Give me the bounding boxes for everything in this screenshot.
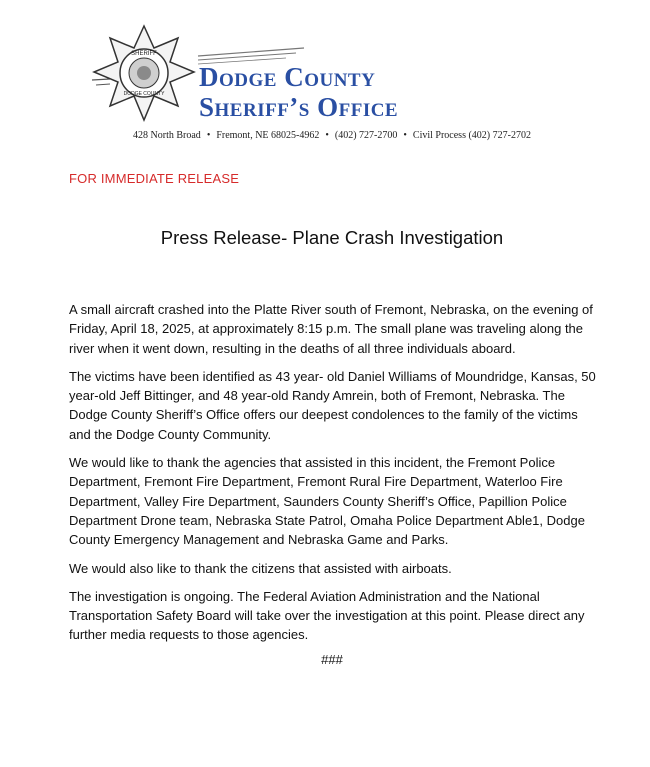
- org-name-line2: Sheriff’s Office: [199, 92, 399, 122]
- contact-line: [0, 130, 650, 141]
- release-label: FOR IMMEDIATE RELEASE: [69, 171, 240, 186]
- end-mark: ###: [321, 652, 343, 667]
- body-paragraph: The victims have been identified as 43 year- old Daniel Williams of Moundridge, Kansas, 50 year-old Jeff Bittinger, and 48 year-old Randy Amrein, both of Fremont, Nebraska. The Dodge County Sheriff’s Office offers our deepest condolences to the family of the victims and the Dodge County Community.: [69, 368, 596, 442]
- phone-number: (402) 727-2700: [334, 130, 398, 141]
- body-paragraph: A small aircraft crashed into the Platte River south of Fremont, Nebraska, on the evening of Friday, April 18, 2025, at approximately 8:15 p.m. The small plane was traveling along the river when it went down, resulting in the deaths of all three individuals aboard.: [69, 302, 593, 356]
- badge-text-bottom: DODGE COUNTY: [123, 91, 165, 97]
- separator: •: [206, 130, 211, 141]
- letterhead: [0, 0, 650, 160]
- body-paragraph: The investigation is ongoing. The Federal Aviation Administration and the National Transportation Safety Board will take over the investigation at this point. Please direct any further media requests to those agencies.: [69, 588, 585, 643]
- press-release-body: [69, 300, 599, 654]
- badge-text-top: SHERIFF: [131, 51, 157, 57]
- street-address: 428 North Broad: [133, 130, 201, 141]
- page-title: Press Release- Plane Crash Investigation: [160, 227, 504, 248]
- separator: •: [403, 130, 407, 141]
- city-address: Fremont, NE 68025-4962: [216, 130, 320, 141]
- separator: •: [325, 130, 329, 141]
- sheriff-star-badge-icon: [88, 24, 200, 124]
- org-name-line1: Dodge County: [199, 62, 376, 92]
- body-paragraph: We would like to thank the agencies that assisted in this incident, the Fremont Police Department, Fremont Fire Department, Fremont Rural Fire Department, Waterloo Fire Department, Valley Fire Department, Saunders County Sheriff’s Office, Papillion Police Department Drone team, Nebraska State Patrol, Omaha Police Department Able1, Dodge County Emergency Management and Nebraska Game and Parks.: [69, 455, 585, 548]
- body-paragraph: We would also like to thank the citizens that assisted with airboats.: [69, 560, 452, 576]
- org-name: [199, 62, 398, 122]
- civil-process-number: Civil Process (402) 727-2702: [412, 130, 531, 141]
